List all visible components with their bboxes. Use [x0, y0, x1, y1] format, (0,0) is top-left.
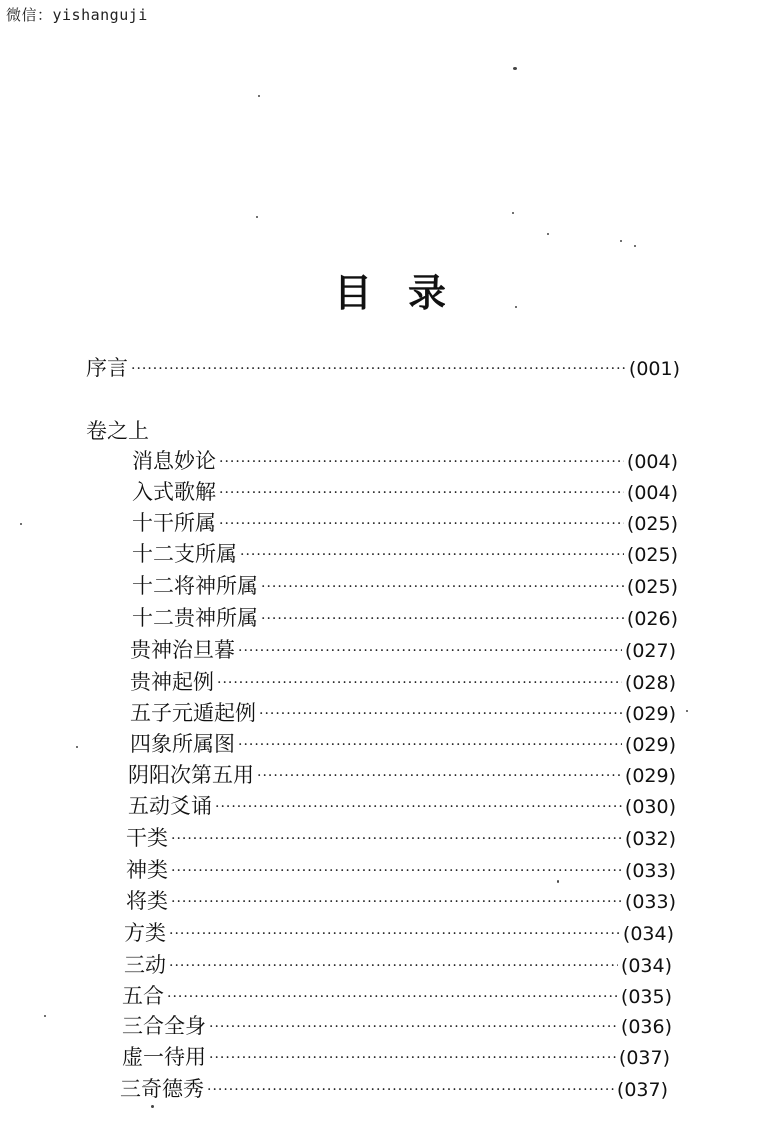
dot-leader [259, 701, 622, 727]
dot-leader [240, 542, 624, 568]
scan-speck [151, 1105, 154, 1108]
toc-page: (029) [624, 734, 676, 756]
toc-page: (004) [626, 482, 678, 504]
toc-label: 方类 [124, 921, 166, 945]
toc-entry [130, 637, 676, 664]
dot-leader [219, 480, 624, 506]
toc-entry [132, 605, 678, 632]
toc-page: (032) [624, 828, 676, 850]
dot-leader [215, 794, 622, 820]
toc-label: 虚一待用 [122, 1045, 206, 1069]
scan-speck [20, 523, 22, 525]
toc-label: 三动 [124, 953, 166, 977]
scan-speck [686, 710, 688, 712]
toc-label: 五动爻诵 [128, 794, 212, 818]
toc-page: (033) [624, 860, 676, 882]
toc-entry [130, 700, 676, 727]
toc-label: 五子元遁起例 [130, 701, 256, 725]
toc-page: (029) [624, 765, 676, 787]
toc-page: (027) [624, 640, 676, 662]
toc-label: 十二贵神所属 [132, 606, 258, 630]
scan-speck [44, 1015, 46, 1017]
toc-label: 十干所属 [132, 511, 216, 535]
toc-label: 贵神治旦暮 [130, 638, 235, 662]
toc-label: 三合全身 [122, 1014, 206, 1038]
toc-entry [126, 857, 676, 884]
toc-label: 将类 [126, 889, 168, 913]
toc-entry [126, 888, 676, 915]
section-heading: 卷之上 [86, 419, 149, 443]
dot-leader [219, 449, 624, 475]
dot-leader [209, 1014, 618, 1040]
scan-speck [557, 880, 559, 883]
dot-leader [207, 1077, 614, 1103]
toc-entry [124, 952, 672, 979]
toc-entry [132, 541, 678, 568]
toc-entry [126, 825, 676, 852]
toc-label: 五合 [122, 984, 164, 1008]
scan-speck [513, 67, 517, 70]
watermark-text: 微信：yishanguji [6, 6, 148, 24]
toc-entry [130, 669, 676, 696]
toc-label: 贵神起例 [130, 670, 214, 694]
scan-speck [256, 216, 258, 218]
dot-leader [261, 574, 624, 600]
toc-page: (034) [622, 923, 674, 945]
dot-leader [219, 511, 624, 537]
scan-speck [547, 233, 549, 235]
dot-leader [238, 732, 622, 758]
toc-entry [122, 1013, 672, 1040]
toc-entry [122, 1044, 670, 1071]
scan-speck [515, 306, 517, 308]
toc-page: (025) [626, 513, 678, 535]
toc-label: 消息妙论 [132, 449, 216, 473]
toc-entry [132, 479, 678, 506]
scan-speck [634, 245, 636, 247]
toc-label: 干类 [126, 826, 168, 850]
toc-label: 十二将神所属 [132, 574, 258, 598]
toc-page: (035) [620, 986, 672, 1008]
toc-label: 神类 [126, 858, 168, 882]
dot-leader [171, 889, 622, 915]
dot-leader [171, 858, 622, 884]
toc-preface [86, 355, 680, 382]
toc-page: (025) [626, 576, 678, 598]
toc-page: (033) [624, 891, 676, 913]
toc-entry [128, 762, 676, 789]
dot-leader [131, 356, 626, 382]
dot-leader [169, 953, 618, 979]
toc-label: 三奇德秀 [120, 1077, 204, 1101]
toc-page: (025) [626, 544, 678, 566]
toc-page: (029) [624, 703, 676, 725]
toc-label: 四象所属图 [130, 732, 235, 756]
toc-entry [128, 793, 676, 820]
scan-speck [620, 240, 622, 242]
scan-speck [258, 95, 260, 97]
toc-entry [124, 920, 674, 947]
toc-page: (004) [626, 451, 678, 473]
dot-leader [217, 670, 622, 696]
page-title: 目录 [333, 271, 482, 315]
scan-speck [512, 212, 514, 214]
toc-entry [120, 1076, 668, 1103]
dot-leader [261, 606, 624, 632]
toc-label: 阴阳次第五用 [128, 763, 254, 787]
scan-speck [76, 746, 78, 748]
dot-leader [171, 826, 622, 852]
toc-entry [130, 731, 676, 758]
toc-page: (028) [624, 672, 676, 694]
toc-page: (036) [620, 1016, 672, 1038]
toc-page: (037) [616, 1079, 668, 1101]
toc-entry [132, 510, 678, 537]
toc-page: (037) [618, 1047, 670, 1069]
toc-page: (001) [628, 358, 680, 380]
toc-entry [122, 983, 672, 1010]
toc-entry [132, 448, 678, 475]
dot-leader [169, 921, 620, 947]
dot-leader [238, 638, 622, 664]
toc-label: 十二支所属 [132, 542, 237, 566]
toc-page: (026) [626, 608, 678, 630]
toc-page: (034) [620, 955, 672, 977]
toc-label: 序言 [86, 356, 128, 380]
dot-leader [257, 763, 622, 789]
toc-entry [132, 573, 678, 600]
dot-leader [209, 1045, 616, 1071]
toc-page: (030) [624, 796, 676, 818]
toc-label: 入式歌解 [132, 480, 216, 504]
dot-leader [167, 984, 618, 1010]
